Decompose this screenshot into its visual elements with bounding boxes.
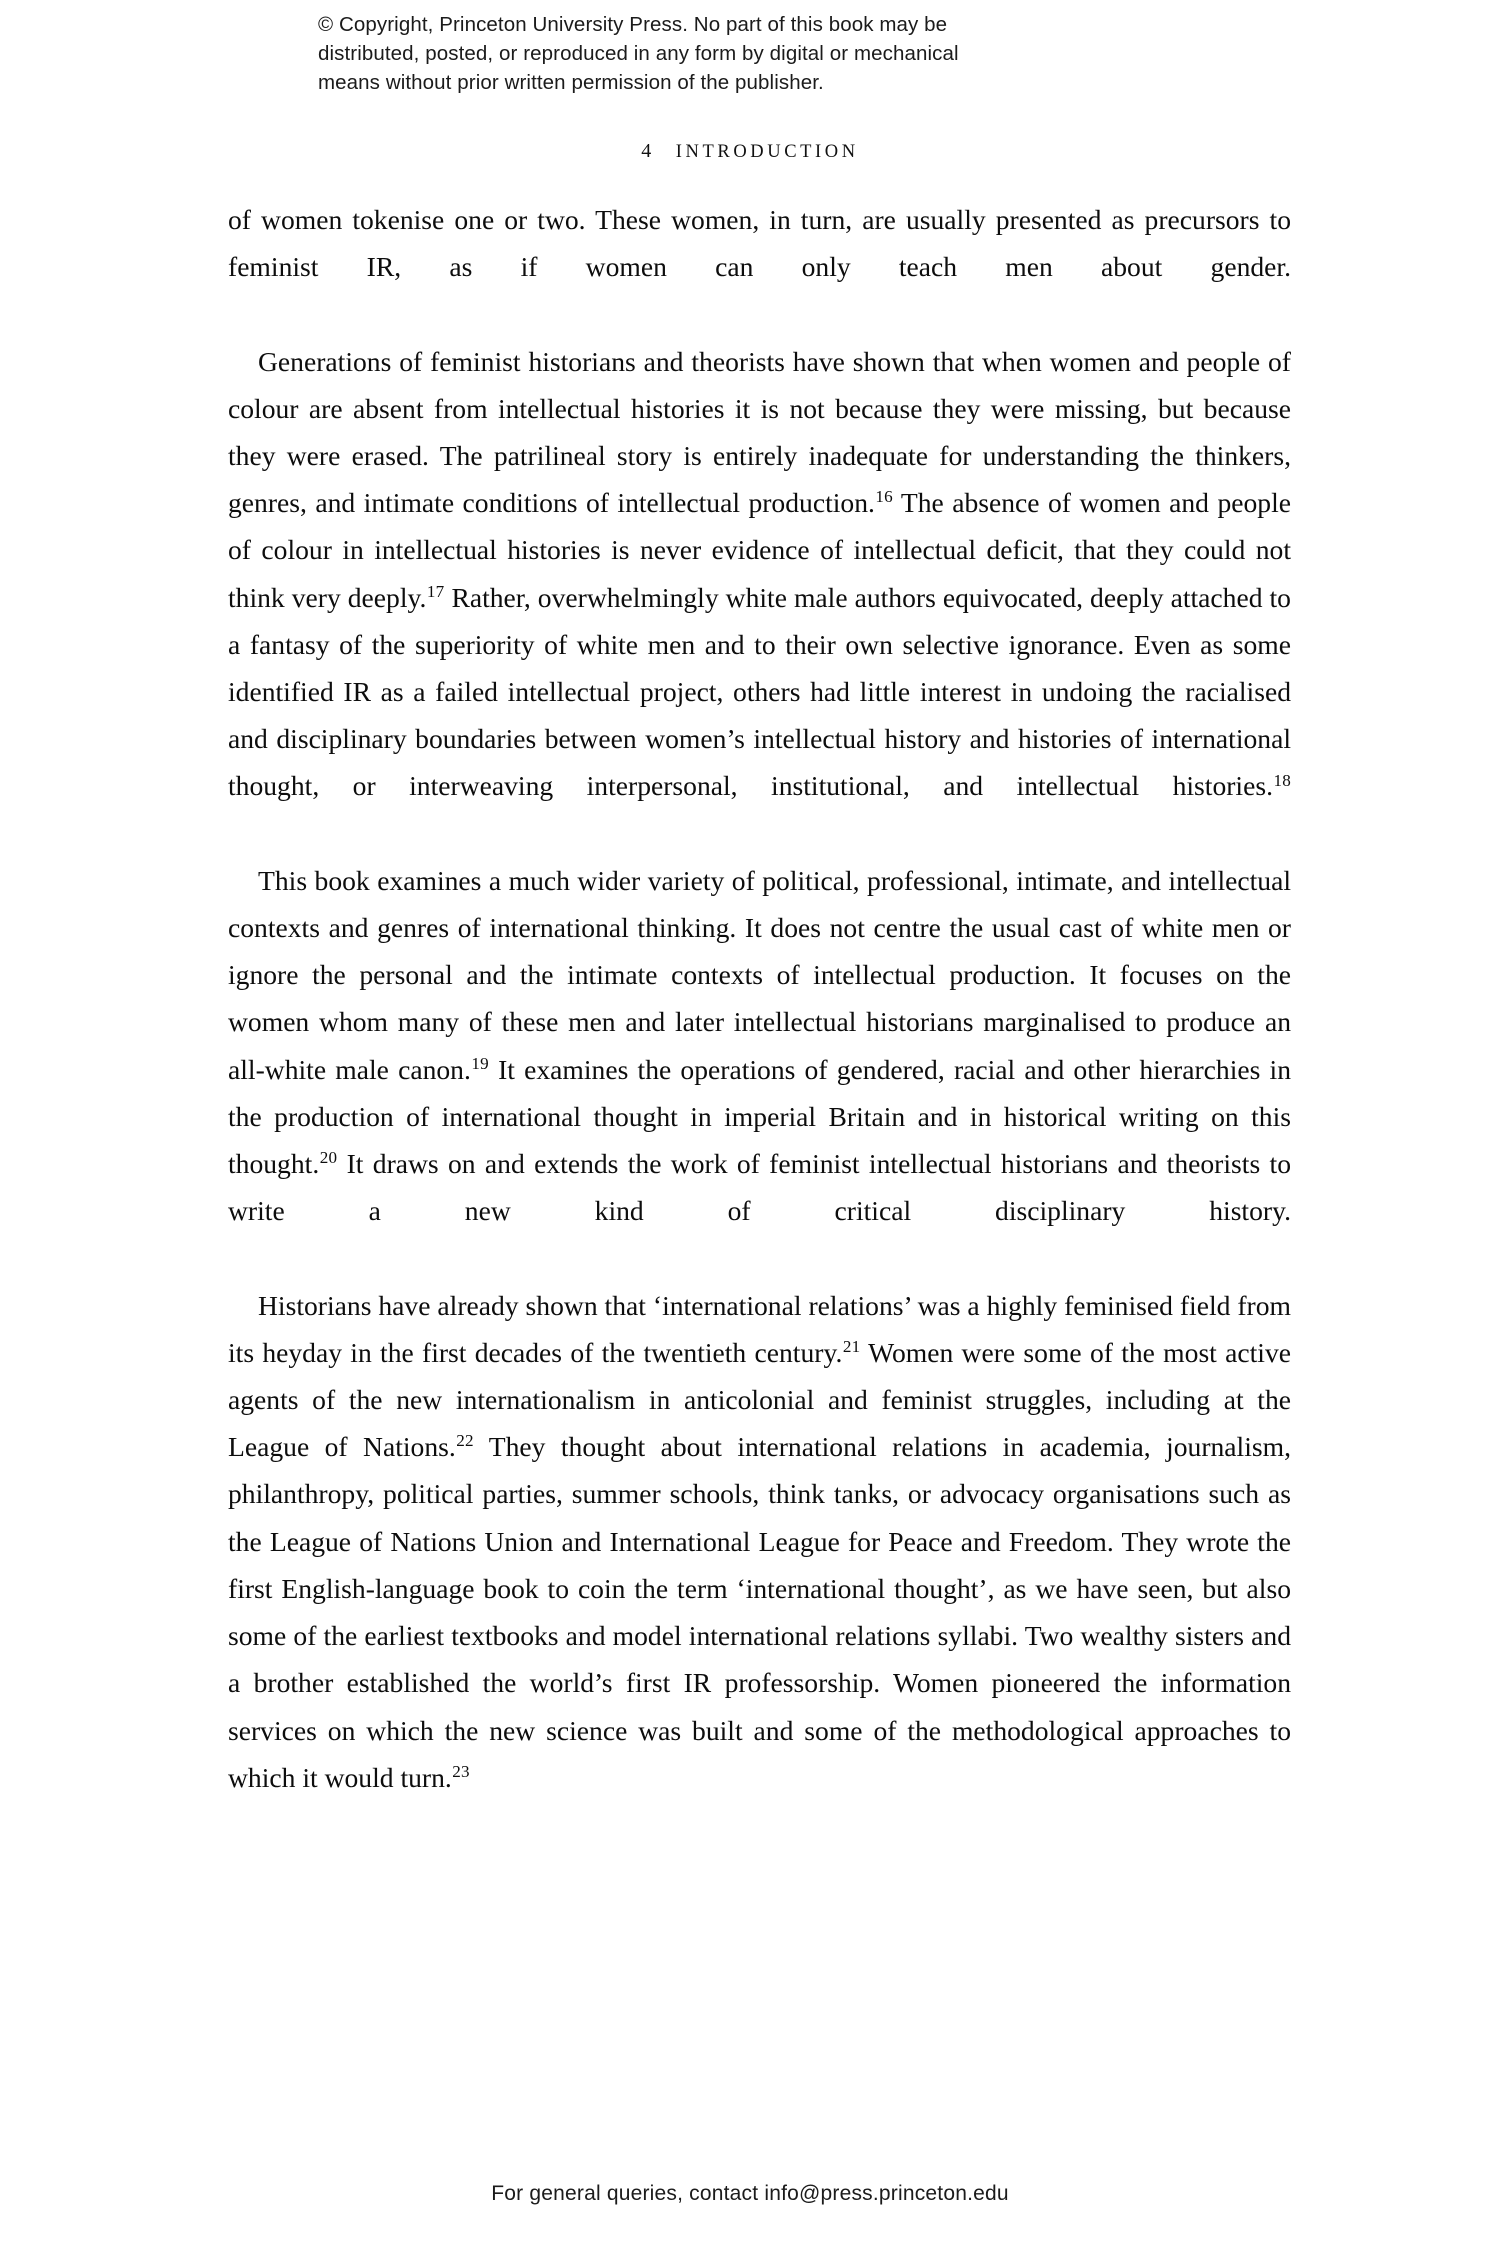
paragraph-4: Historians have already shown that ‘international relations’ was a highly feminised field from its heyday in the first decades of the twentieth century.$^{21}$ Women were some of the most active agents of the new internationalism in anticolonial and feminist struggles, including at the League of Nations.$^{22}$ They thought about international relations in academia, journalism, philanthropy, political parties, summer schools, think tanks, or advocacy organisations such as the League of Nations Union and International League for Peace and Freedom. They wrote the first English-language book to coin the term ‘international thought’, as we have seen, but also some of the earliest textbooks and model international relations syllabi. Two wealthy sisters and a brother established the world’s first IR professorship. Women pioneered the information services on which the new science was built and some of the methodological approaches to which it would turn.$^{23}$ [228, 1289, 1291, 1793]
footnote-marker-18[interactable]: 18 [1273, 770, 1291, 790]
running-head [0, 140, 1500, 163]
page-footer: For general queries, contact info@press.princeton.edu [491, 2182, 1009, 2205]
copyright-line-1: © Copyright, Princeton University Press. No part of this book may be [318, 13, 948, 36]
footnote-marker-16[interactable]: 16 [875, 487, 893, 507]
footnote-marker-21[interactable]: 21 [842, 1336, 861, 1356]
paragraph-3: This book examines a much wider variety of political, professional, intimate, and intellectual contexts and genres of international thinking. It does not centre the usual cast of white men or ignore the personal and the intimate contexts of intellectual production. It focuses on the women whom many of these men and later intellectual historians marginalised to produce an all-white male canon.$^{19}$ It examines the operations of gendered, racial and other hierarchies in the production of international thought in imperial Britain and in historical writing on this thought.$^{20}$ It draws on and extends the work of feminist intellectual historians and theorists to write a new kind of critical disciplinary history. [228, 864, 1291, 1227]
footnote-marker-22[interactable]: 22 [456, 1431, 474, 1451]
paragraph-1: of women tokenise one or two. These women, in turn, are usually presented as precursors to feminist IR, as if women can only teach men about gender. [228, 204, 1291, 283]
copyright-line-3: means without prior written permission of the publisher. [318, 71, 824, 94]
footnote-marker-17[interactable]: 17 [426, 581, 445, 601]
paragraph-2: Generations of feminist historians and theorists have shown that when women and people of colour are absent from intellectual histories it is not because they were missing, but because they were erased. The patrilineal story is entirely inadequate for understanding the thinkers, genres, and intimate conditions of intellectual production.$^{16}$ The absence of women and people of colour in intellectual histories is never evidence of intellectual deficit, that they could not think very deeply.$^{17}$ Rather, overwhelmingly white male authors equivocated, deeply attached to a fantasy of the superiority of white men and to their own selective ignorance. Even as some identified IR as a failed intellectual project, others had little interest in undoing the racialised and disciplinary boundaries between women’s intellectual history and histories of international thought, or interweaving interpersonal, institutional, and intellectual histories.$^{18}$ [228, 345, 1291, 802]
running-head-title: INTRODUCTION [675, 142, 859, 162]
footnote-marker-23[interactable]: 23 [452, 1761, 470, 1781]
footnote-marker-20[interactable]: 20 [319, 1148, 338, 1168]
footnote-marker-19[interactable]: 19 [471, 1053, 489, 1073]
page-number: 4 [641, 140, 652, 162]
copyright-notice [318, 10, 1178, 97]
body-text-column [228, 196, 1291, 1801]
copyright-line-2: distributed, posted, or reproduced in any form by digital or mechanical [318, 42, 959, 65]
